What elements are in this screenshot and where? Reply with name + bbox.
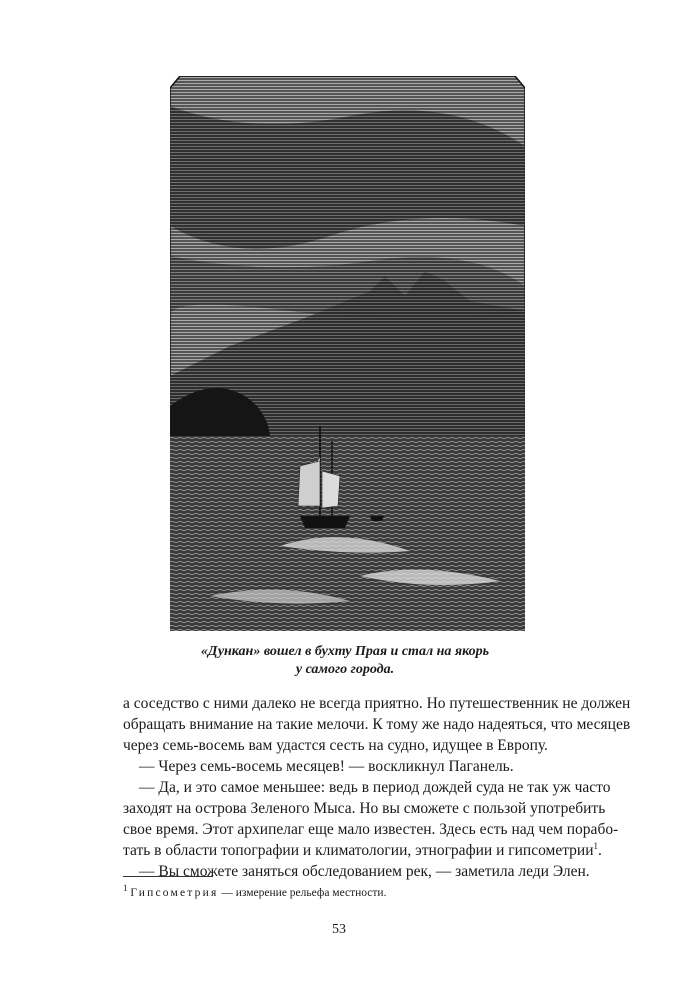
text-line-with-footnote: тать в области топографии и климатологии, этнографии и гипсометрии$^1$. <box>123 840 602 859</box>
footnote-definition: — измерение рельефа местности. <box>218 887 387 899</box>
text-line: а соседство с ними далеко не всегда приятно. Но путешественник не должен <box>123 695 631 712</box>
text-line: через семь-восемь вам удастся сесть на судно, идущее в Европу. <box>123 737 548 754</box>
text-line: обращать внимание на такие мелочи. К тому же надо надеяться, что месяцев <box>123 716 631 733</box>
text-line: — Вы сможете заняться обследованием рек, — заметила леди Элен. <box>139 863 590 880</box>
footnote-term: Гипсометрия <box>130 887 219 899</box>
footnote <box>123 883 565 900</box>
caption-line-1: «Дункан» вошел в бухту Прая и стал на якорь <box>200 644 490 659</box>
footnote-marker: 1 <box>123 883 128 894</box>
text-line: заходят на острова Зеленого Мыса. Но вы сможете с пользой употребить <box>123 800 606 817</box>
text-line-content: тать в области топографии и климатологии, этнографии и гипсометрии <box>123 842 594 859</box>
caption-line-2: у самого города. <box>295 662 395 677</box>
text-line: — Да, и это самое меньшее: ведь в период дождей суда не так уж часто <box>139 779 611 796</box>
footnote-divider <box>123 876 213 877</box>
ship-in-bay-engraving <box>170 76 525 631</box>
engraving-illustration <box>170 76 525 631</box>
figure-caption <box>120 643 570 679</box>
text-line: свое время. Этот архипелаг еще мало известен. Здесь есть над чем порабо- <box>123 821 619 838</box>
text-line: — Через семь-восемь месяцев! — воскликнул Паганель. <box>139 758 514 775</box>
body-text <box>123 693 631 882</box>
page-number: 53 <box>332 922 346 937</box>
footnote-reference[interactable]: 1 <box>593 840 599 851</box>
